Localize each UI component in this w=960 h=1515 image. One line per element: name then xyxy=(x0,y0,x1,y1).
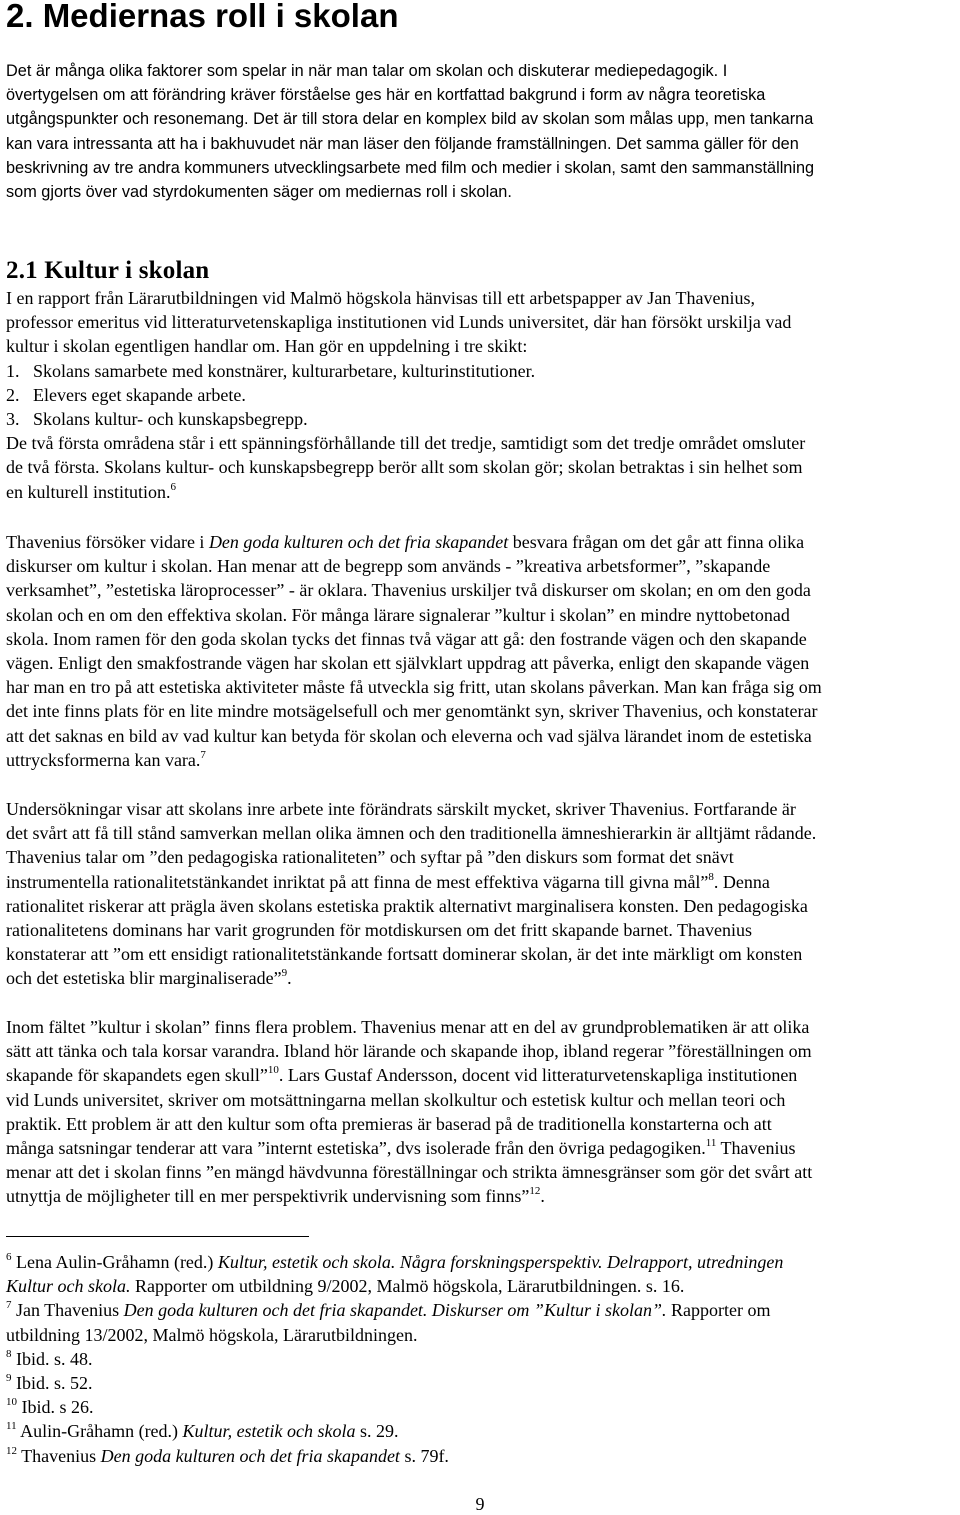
text-line: rationalitetens dominans har varit grogrunden för motdiskursen om det fritt skapande barnet. Thavenius xyxy=(6,920,752,941)
text-line: Det är många olika faktorer som spelar in när man talar om skolan och diskuterar mediepedagogik. I xyxy=(6,62,728,80)
footnote-7: $^7$ Jan Thavenius Den goda kulturen och det fria skapandet. Diskurser om ”Kultur i skolan”. Rapporter om xyxy=(6,1299,771,1321)
text-line: utgångspunkter och resonemang. Det är till stora delar en komplex bild av skolan som målas upp, men tankarna xyxy=(6,110,814,129)
footnote-ref[interactable]: 6 xyxy=(170,480,176,493)
book-title: Kultur, estetik och skola. Några forskningsperspektiv. Delrapport, utredningen xyxy=(217,1252,784,1272)
text-line: har man en tro på att estetiska aktiviteter måste få utveckla sig fritt, utan skolans påverkan. Man kan fråga sig om xyxy=(6,677,822,698)
text-line: praktik. Ett problem är att den kultur som ofta premieras är baserad på de traditionella konstarterna och att xyxy=(6,1113,772,1134)
footnote-7-cont: utbildning 13/2002, Malmö högskola, Lärarutbildningen. xyxy=(6,1324,418,1345)
footnote-number: 12 xyxy=(6,1444,17,1457)
footnote-number: 8 xyxy=(6,1347,12,1360)
text-line: de två första. Skolans kultur- och kunskapsbegrepp berör allt som skolan gör; skolan betraktas i sin helhet som xyxy=(6,457,803,478)
text-line: diskurser om kultur i skolan. Han menar att de begrepp som används - ”kreativa arbetsformer”, ”skapande xyxy=(6,556,771,577)
list-text: Skolans kultur- och kunskapsbegrepp. xyxy=(33,409,308,430)
footnotes xyxy=(6,1250,956,1468)
text-line: att det saknas en bild av vad kultur kan betyda för skolan och eleverna och vad själva lärandet inom de estetiska xyxy=(6,725,812,746)
list-item xyxy=(6,359,956,383)
list-item xyxy=(6,407,956,431)
book-title: Kultur och skola. xyxy=(6,1276,131,1297)
text-line: Thavenius försöker vidare i Den goda kulturen och det fria skapandet besvara frågan om det går att finna olika xyxy=(6,532,805,552)
text-line: det svårt att få till stånd samverkan mellan olika ämnen och den traditionella ämneshierarkin är alltjämt rådande. xyxy=(6,823,817,844)
text-line: verksamhet”, ”estetiska läroprocesser” - är oklara. Thavenius urskiljer två diskurser om skolan; en om den goda xyxy=(6,580,811,601)
text-line: instrumentella rationalitetstänkandet inriktat på att finna de mest effektiva vägarna till givna mål”$^8$. Denna xyxy=(6,870,770,892)
footnote-number: 10 xyxy=(6,1396,17,1409)
footnote-6: $^6$ Lena Aulin-Gråhamn (red.) Kultur, estetik och skola. Några forskningsperspektiv. Delrapport, utredningen xyxy=(6,1251,784,1272)
text-line: vägen. Enligt den smakfostrande vägen har skolan ett självklart uppdrag att påverka, enligt den skapande vägen xyxy=(6,653,810,674)
list-number: 1. xyxy=(6,360,20,381)
footnote-number: 6 xyxy=(6,1251,12,1263)
text-line: som gjorts över vad styrdokumenten säger om mediernas roll i skolan. xyxy=(6,183,512,202)
text-line: övertygelsen om att förändring kräver förståelse ges här en kortfattad bakgrund i form av några teoretiska xyxy=(6,86,766,105)
text-line: beskrivning av tre andra kommuners utvecklingsarbete med film och medier i skolan, samt den sammanställning xyxy=(6,158,815,177)
footnote-ref[interactable]: 10 xyxy=(267,1064,279,1077)
diskurser-paragraph xyxy=(6,530,956,772)
text-line: professor emeritus vid litteraturvetenskapliga institutionen vid Lunds universitet, där han försökt urskilja vad xyxy=(6,312,792,333)
problem-paragraph xyxy=(6,1015,956,1209)
footnote-number: 11 xyxy=(6,1420,17,1433)
footnote-10: $^{10}$ Ibid. s 26. xyxy=(6,1396,94,1418)
list-item xyxy=(6,383,956,407)
footnote-9: $^9$ Ibid. s. 52. xyxy=(6,1372,93,1394)
text-line: Thavenius talar om ”den pedagogiska rationaliteten” och syftar på ”den diskurs som format det snävt xyxy=(6,847,734,868)
text-line: Undersökningar visar att skolans inre arbete inte förändrats särskilt mycket, skriver Thavenius. Fortfarande är xyxy=(6,799,796,819)
text-line: sätt att tänka och tala korsar varandra. Ibland hör lärande och skapande ihop, ibland regerar ”föreställningen om xyxy=(6,1041,812,1062)
footnote-number: 7 xyxy=(6,1299,12,1312)
footnote-separator xyxy=(6,1236,309,1237)
text-line: I en rapport från Lärarutbildningen vid Malmö högskola hänvisas till ett arbetspapper av Jan Thavenius, xyxy=(6,288,755,308)
text-line: konstaterar att ”om ett ensidigt rationalitetstänkande fortsatt dominerar skolan, är det inte märkligt om konsten xyxy=(6,944,803,965)
footnote-12: $^{12}$ Thavenius Den goda kulturen och det fria skapandet s. 79f. xyxy=(6,1444,449,1466)
footnote-8: $^8$ Ibid. s. 48. xyxy=(6,1347,93,1369)
intro-paragraph xyxy=(6,59,956,204)
text-line: det inte finns plats för en lite mindre motsägelsefull och mer genomtänkt syn, skriver Thavenius, och konstaterar xyxy=(6,701,818,722)
text-line: många satsningar tenderar att vara ”internt estetiska”, dvs isolerade från den övriga pedagogiken.$^{11}$ Thavenius xyxy=(6,1137,796,1159)
list-number: 3. xyxy=(6,409,20,430)
book-title: Den goda kulturen och det fria skapandet xyxy=(208,532,509,552)
section-heading: 2.1 Kultur i skolan xyxy=(6,257,210,284)
footnote-ref[interactable]: 7 xyxy=(200,748,206,761)
text-line: De två första områdena står i ett spänningsförhållande till det tredje, samtidigt som det tredje området omsluter xyxy=(6,433,806,454)
text-line: menar att det i skolan finns ”en mängd hävdvunna föreställningar och strikta ämnesgränser som gör det svårt att xyxy=(6,1162,813,1183)
footnote-ref[interactable]: 12 xyxy=(529,1185,541,1198)
text-line: en kulturell institution.$^6$ xyxy=(6,480,176,502)
footnote-ref[interactable]: 9 xyxy=(281,967,288,980)
text-line: uttrycksformerna kan vara.$^7$ xyxy=(6,748,206,770)
book-title: Kultur, estetik och skola xyxy=(182,1421,356,1442)
footnote-number: 9 xyxy=(6,1372,12,1385)
footnote-11: $^{11}$ Aulin-Gråhamn (red.) Kultur, estetik och skola s. 29. xyxy=(6,1420,399,1442)
book-title: Den goda kulturen och det fria skapandet. Diskurser om ”Kultur i skolan”. xyxy=(123,1300,667,1321)
list-text: Elevers eget skapande arbete. xyxy=(33,384,246,405)
text-line: skola. Inom ramen för den goda skolan tycks det finnas två vägar att gå: den fostrande vägen och den skapande xyxy=(6,628,807,649)
text-line: Inom fältet ”kultur i skolan” finns flera problem. Thavenius menar att en del av grundproblematiken är att olika xyxy=(6,1017,810,1037)
text-line: vid Lunds universitet, skriver om motsättningarna mellan skolkultur och estetisk kultur och mellan teori och xyxy=(6,1089,786,1110)
footnote-6-cont: Kultur och skola. Rapporter om utbildning 9/2002, Malmö högskola, Lärarutbildningen. s. 16. xyxy=(6,1276,685,1297)
book-title: Den goda kulturen och det fria skapandet xyxy=(100,1445,400,1466)
page-number: 9 xyxy=(475,1494,485,1514)
rationalitet-paragraph xyxy=(6,797,956,991)
text-line: kan vara intressanta att ha i bakhuvudet när man läser den följande framställningen. Det samma gäller för den xyxy=(6,134,799,153)
text-line: utnyttja de möjligheter till en mer perspektivrik undervisning som finns”$^{12}$. xyxy=(6,1185,545,1207)
list-text: Skolans samarbete med konstnärer, kulturarbetare, kulturinstitutioner. xyxy=(33,360,536,381)
text-line: skapande för skapandets egen skull”$^{10}$. Lars Gustaf Andersson, docent vid litteraturvetenskapliga institutionen xyxy=(6,1064,798,1086)
text-line: skolan och en om den effektiva skolan. För många lärare signalerar ”kultur i skolan” en mindre nyttobetonad xyxy=(6,604,790,625)
text-line: rationalitet riskerar att prägla även skolans estetiska praktik alternativt marginalisera konsten. Den pedagogiska xyxy=(6,895,808,916)
text-line: kultur i skolan egentligen handlar om. Han gör en uppdelning i tre skikt: xyxy=(6,336,528,357)
footnote-ref[interactable]: 8 xyxy=(708,870,714,883)
chapter-heading: 2. Mediernas roll i skolan xyxy=(6,0,399,34)
list-number: 2. xyxy=(6,384,20,405)
text-line: och det estetiska blir marginaliserade”$^9$. xyxy=(6,967,292,989)
footnote-ref[interactable]: 11 xyxy=(705,1137,717,1150)
kultur-paragraph xyxy=(6,286,956,504)
